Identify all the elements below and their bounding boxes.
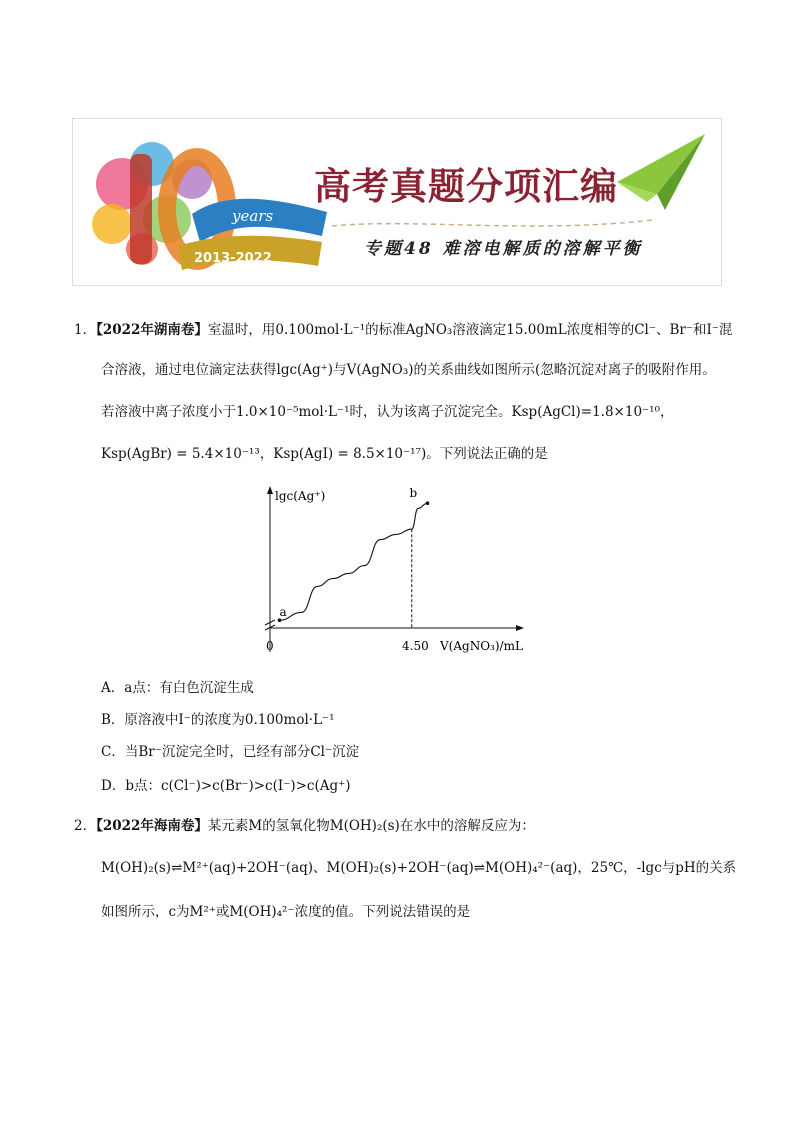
q2-source: 【2022年海南卷】 (96, 818, 208, 834)
q1-source: 【2022年湖南卷】 (96, 322, 208, 338)
logo-range-text: 2013-2022 (194, 251, 272, 266)
q1-line3: 若溶液中离子浓度小于1.0×10⁻⁵mol·L⁻¹时，认为该离子沉淀完全。Ksp(AgCl)=1.8×10⁻¹⁰， (101, 404, 674, 420)
x-axis-label: V(AgNO₃)/mL (440, 639, 523, 653)
q2-line2: M(OH)₂(s)⇌M²⁺(aq)+2OH⁻(aq)、M(OH)₂(s)+2OH⁻(aq)⇌M(OH)₄²⁻(aq)，25℃，-lgc与pH的关系 (101, 860, 737, 876)
q1-line2: 合溶液，通过电位滴定法获得lgc(Ag⁺)与V(AgNO₃)的关系曲线如图所示(忽略沉淀对离子的吸附作用。 (101, 362, 716, 378)
logo-years-text: years (232, 207, 274, 225)
q1-line1 (74, 320, 732, 340)
point-b-label: b (409, 486, 418, 501)
x-axis-arrow (516, 625, 524, 631)
paper-plane-icon (617, 132, 707, 212)
q1-option-b[interactable]: B．原溶液中I⁻的浓度为0.100mol·L⁻¹ (101, 712, 335, 728)
q1-line4: Ksp(AgBr) = 5.4×10⁻¹³，Ksp(AgI) = 8.5×10⁻¹⁷)。下列说法正确的是 (101, 446, 548, 462)
y-axis-arrow (267, 486, 273, 494)
banner-subtitle: 专题48 难溶电解质的溶解平衡 (364, 239, 643, 259)
q2-line3: 如图所示，c为M²⁺或M(OH)₄²⁻浓度的值。下列说法错误的是 (101, 904, 471, 920)
header-banner (72, 118, 722, 286)
titration-curve (279, 503, 427, 620)
x-tick-0: 0 (266, 639, 274, 653)
q1-option-d[interactable]: D．b点：c(Cl⁻)>c(Br⁻)>c(I⁻)>c(Ag⁺) (101, 778, 351, 794)
titration-chart (258, 484, 548, 660)
dashed-trail-icon (332, 216, 662, 236)
banner-title: 高考真题分项汇编 (314, 164, 618, 208)
q1-option-a[interactable]: A．a点：有白色沉淀生成 (101, 680, 254, 696)
q1-number: 1． (74, 322, 97, 338)
q2-line1 (74, 816, 535, 836)
q2-text-line1: 某元素M的氢氧化物M(OH)₂(s)在水中的溶解反应为： (207, 818, 535, 834)
point-a-label: a (279, 605, 287, 620)
q1-text-line1: 室温时，用0.100mol·L⁻¹的标准AgNO₃溶液滴定15.00mL浓度相等的Cl⁻、Br⁻和I⁻混 (207, 322, 733, 338)
y-axis-label: lgc(Ag⁺) (275, 489, 326, 503)
point-b (426, 501, 430, 505)
ten-years-logo-icon (82, 124, 332, 284)
q2-number: 2． (74, 818, 97, 834)
q1-option-c[interactable]: C．当Br⁻沉淀完全时，已经有部分Cl⁻沉淀 (101, 744, 360, 760)
x-tick-450: 4.50 (402, 639, 429, 653)
